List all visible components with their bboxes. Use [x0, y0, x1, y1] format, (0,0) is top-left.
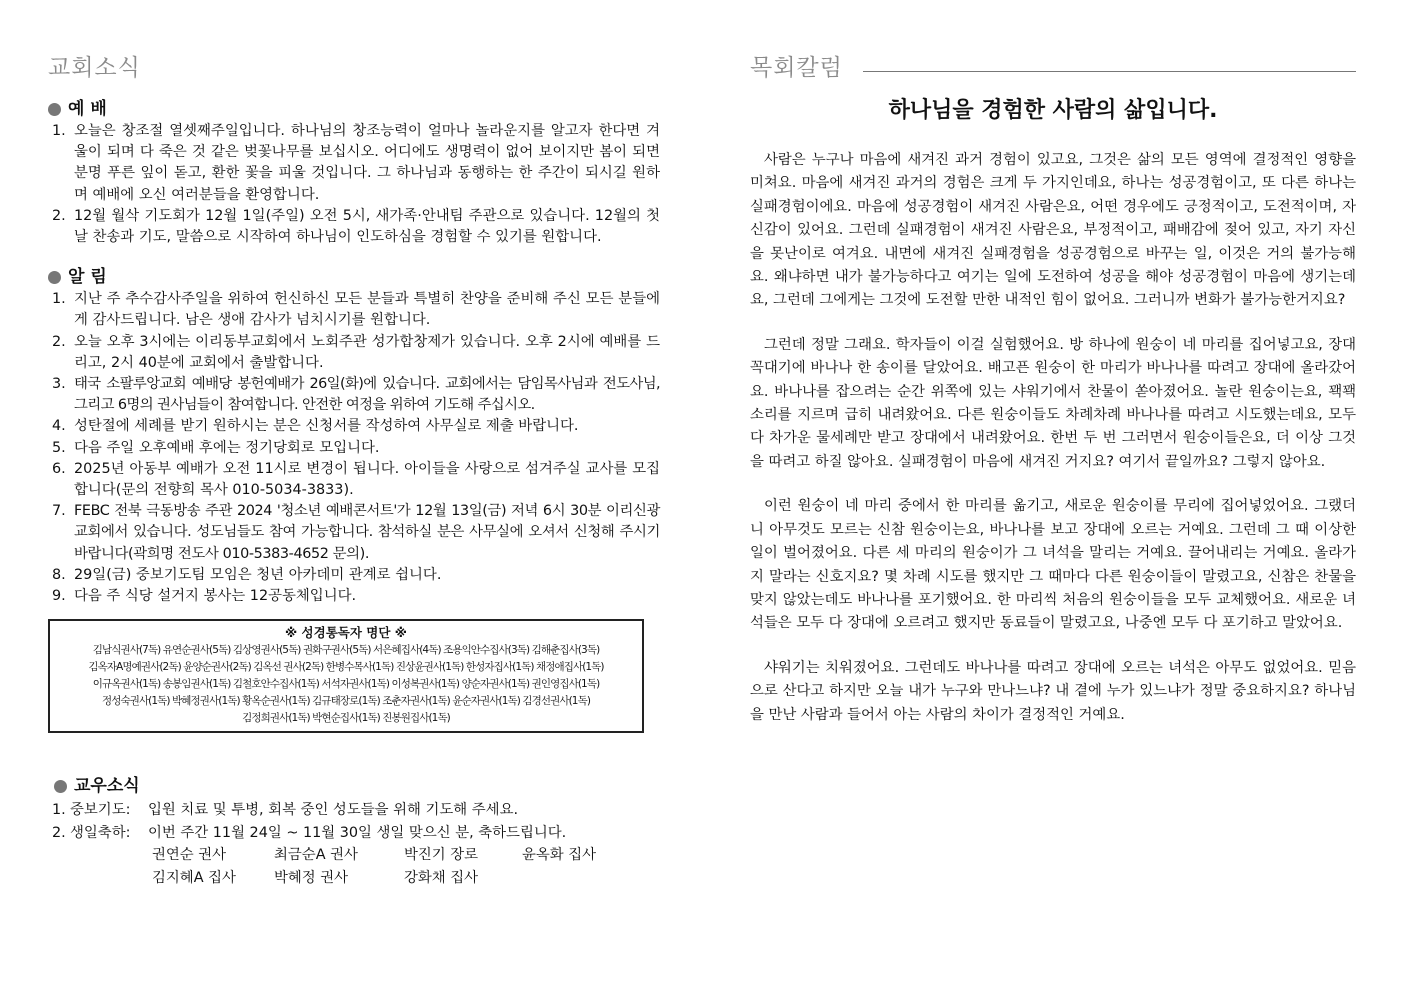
list-item: 1. 오늘은 창조절 열셋째주일입니다. 하나님의 창조능력이 얼마나 놀라운지를 알고자 한다면 겨울이 되며 다 죽은 것 같은 벚꽃나무를 보십시오. 어디에도 생명력이 없어 보이지만 봄이 되면 분명 푸른 잎이 돋고, 환한 꽃을 피울 것입니다. 그 하나님과 동행하는 한 주간이 되시길 원하며 예배에 오신 여러분들을 환영합니다.	[52, 123, 660, 203]
church-news-header: 교회소식	[48, 55, 141, 81]
worship-title-row	[48, 98, 660, 120]
member-news-row: 1. 중보기도: 입원 치료 및 투병, 회복 중인 성도들을 위해 기도해 주세요.	[52, 802, 519, 819]
list-item: 9. 다음 주 식당 설거지 봉사는 12공동체입니다.	[52, 588, 357, 605]
list-item: 8. 29일(금) 중보기도팀 모임은 청년 아카데미 관계로 쉽니다.	[52, 566, 442, 583]
member-news-row: 2. 생일축하: 이번 주간 11월 24일 ~ 11월 30일 생일 맞으신 분, 축하드립니다.	[52, 824, 567, 841]
bullet-icon	[48, 271, 61, 284]
column-paragraph: 샤워기는 치워졌어요. 그런데도 바나나를 따려고 장대에 오르는 녀석은 아무도 없었어요. 믿음으로 산다고 하지만 오늘 내가 누구와 만나느냐? 내 곁에 누가 있느냐가 정말 중요하지요? 하나님을 만난 사람과 들어서 아는 사람의 차이가 결정적인 거예요.	[750, 659, 1356, 723]
bible-reading-line: 김남식권사(7독) 유연순권사(5독) 김상영권사(5독) 권화구권사(5독) 서은혜집사(4독) 조용익안수집사(3독) 김해춘집사(3독)	[92, 644, 600, 657]
birthday-name: 권연순 권사	[152, 847, 227, 864]
church-news-column	[48, 52, 660, 889]
bible-reading-line: 김정희권사(1독) 박현순집사(1독) 진봉원집사(1독)	[242, 712, 450, 725]
notices-list	[48, 289, 660, 607]
bible-reading-title: ※ 성경통독자 명단 ※	[285, 625, 407, 641]
pastor-column-header-row	[750, 52, 1356, 84]
list-item: 7. FEBC 전북 극동방송 주관 2024 '청소년 예배콘서트'가 12월 13일(금) 저녁 6시 30분 이리신광교회에서 있습니다. 성도님들도 참여 가능합니다. 참석하실 분은 사무실에 오셔서 신청해 주시기 바랍니다(곽희명 전도사 010-5383-4652 문의).	[52, 503, 660, 562]
notices-title-row	[48, 266, 660, 288]
member-news-list	[48, 799, 660, 889]
bullet-icon	[48, 103, 61, 116]
column-paragraph: 그런데 정말 그래요. 학자들이 이걸 실험했어요. 방 하나에 원숭이 네 마리를 집어넣고요, 장대 꼭대기에 바나나 한 송이를 달았어요. 배고픈 원숭이 한 마리가 바나나를 따려고 장대에 올라갔어요. 바나나를 잡으려는 순간 위쪽에 있는 샤워기에서 찬물이 쏟아졌어요. 놀란 원숭이는요, 꽥꽥 소리를 지르며 급히 내려왔어요. 다른 원숭이들도 차례차례 바나나를 따려고 시도했는데요, 모두 다 차가운 물세례만 받고 장대에서 내려왔어요. 한번 두 번 그러면서 원숭이들은요, 더 이상 그것을 따려고 하질 않아요. 실패경험이 마음에 새겨진 거지요? 여기서 끝일까요? 그렇지 않아요.	[750, 336, 1356, 470]
list-item: 2. 12월 월삭 기도회가 12월 1일(주일) 오전 5시, 새가족·안내팀 주관으로 있습니다. 12월의 첫날 찬송과 기도, 말씀으로 시작하여 하나님이 인도하심을 경험할 수 있기를 원합니다.	[52, 207, 660, 246]
column-title: 하나님을 경험한 사람의 삶입니다.	[888, 98, 1218, 123]
list-item: 2. 오늘 오후 3시에는 이리동부교회에서 노회주관 성가합창제가 있습니다. 오후 2시에 예배를 드리고, 2시 40분에 교회에서 출발합니다.	[52, 333, 660, 371]
notices-title: 알 림	[68, 267, 107, 288]
worship-title: 예 배	[68, 99, 107, 119]
birthday-name: 박진기 장로	[404, 847, 479, 864]
bullet-icon	[54, 780, 67, 793]
bible-reading-line: 김옥자A명예권사(2독) 윤양순권사(2독) 김옥선 권사(2독) 한병수목사(1독) 진상윤권사(1독) 한성자집사(1독) 채정애집사(1독)	[88, 661, 604, 674]
bible-reading-box	[48, 619, 644, 733]
list-item: 3. 태국 소팔루앙교회 예배당 봉헌예배가 26일(화)에 있습니다. 교회에서는 담임목사님과 전도사님, 그리고 6명의 권사님들이 참여합니다. 안전한 여정을 위하여 기도해 주십시오.	[52, 376, 660, 414]
birthday-name: 김지혜A 집사	[152, 869, 236, 886]
birthday-names	[48, 844, 660, 889]
pastor-column	[750, 52, 1356, 727]
list-item: 4. 성탄절에 세례를 받기 원하시는 분은 신청서를 작성하여 사무실로 제출 바랍니다.	[52, 418, 579, 435]
birthday-name: 강화채 집사	[404, 869, 479, 886]
birthday-name: 윤옥화 집사	[522, 847, 597, 864]
list-item: 5. 다음 주일 오후예배 후에는 정기당회로 모입니다.	[52, 439, 380, 456]
pastor-column-header: 목회칼럼	[750, 55, 843, 81]
column-paragraph: 사람은 누구나 마음에 새겨진 과거 경험이 있고요, 그것은 삶의 모든 영역에 결정적인 영향을 미쳐요. 마음에 새겨진 과거의 경험은 크게 두 가지인데요, 하나는 성공경험이고, 또 다른 하나는 실패경험이에요. 마음에 성공경험이 새겨진 사람은요, 어떤 경우에도 긍정적이고, 도전적이며, 자신감이 있어요. 그런데 실패경험이 새겨진 사람은요, 부정적이고, 패배감에 젖어 있고, 자기 자신을 못난이로 여겨요. 내면에 새겨진 실패경험을 성공경험으로 바꾸는 일, 이것은 거의 불가능해요. 왜냐하면 내가 불가능하다고 여기는 일에 도전하여 성공을 해야 성공경험이 마음에 생기는데요, 그런데 그에게는 그것에 도전할 만한 내적인 힘이 없어요. 그러니까 변화가 불가능한거지요?	[750, 152, 1356, 309]
list-item: 6. 2025년 아동부 예배가 오전 11시로 변경이 됩니다. 아이들을 사랑으로 섬겨주실 교사를 모집합니다(문의 전향희 목사 010-5034-3833).	[52, 460, 660, 499]
column-paragraph: 이런 원숭이 네 마리 중에서 한 마리를 옮기고, 새로운 원숭이를 무리에 집어넣었어요. 그랬더니 아무것도 모르는 신참 원숭이는요, 바나나를 보고 장대에 오르는 거예요. 그런데 그 때 이상한 일이 벌어졌어요. 다른 세 마리의 원숭이가 그 녀석을 말리는 거예요. 끌어내리는 거예요. 올라가지 말라는 신호지요? 몇 차례 시도를 했지만 그 때마다 다른 원숭이들이 말렸고요, 신참은 찬물을 맞지 않았는데도 바나나를 포기했어요. 한 마리씩 처음의 원숭이들을 모두 교체했어요. 새로운 녀석들은 모두 다 장대에 오르려고 했지만 동료들이 말렸고요, 나중엔 모두 다 포기하고 말았어요.	[750, 498, 1356, 632]
member-news-title-row	[48, 775, 660, 797]
header-divider	[863, 71, 1356, 72]
bible-reading-line: 정성숙권사(1독) 박혜정권사(1독) 황옥순권사(1독) 김규태장로(1독) 조춘자권사(1독) 윤순자권사(1독) 김경선권사(1독)	[101, 695, 591, 708]
worship-list	[48, 121, 660, 248]
member-news-title: 교우소식	[74, 776, 140, 797]
bible-reading-line: 이규옥권사(1독) 송봉임권사(1독) 김철호안수집사(1독) 서석자권사(1독) 이성복권사(1독) 양순자권사(1독) 권인영집사(1독)	[92, 678, 600, 691]
birthday-name: 박혜정 권사	[274, 869, 349, 886]
list-item: 1. 지난 주 추수감사주일을 위하여 헌신하신 모든 분들과 특별히 찬양을 준비해 주신 모든 분들에게 감사드립니다. 남은 생애 감사가 넘치시기를 원합니다.	[52, 291, 660, 329]
birthday-name: 최금순A 권사	[274, 847, 358, 864]
